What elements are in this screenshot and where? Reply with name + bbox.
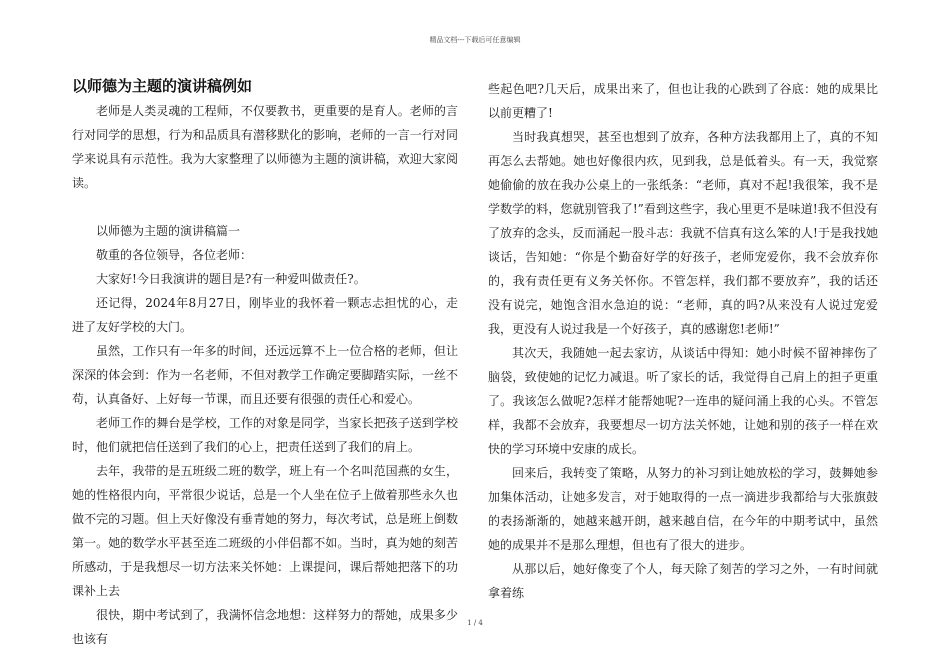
page-header: 精品文档---下载后可任意编辑 (429, 36, 521, 44)
body-paragraph: 回来后，我转变了策略，从努力的补习到让她放松的学习，鼓舞她参加集体活动，让她多发言，对于她取得的一点一滴进步我都给与大张旗鼓的表扬渐渐的，她越来越开朗，越来越自信，在今年的中期考试中，虽然她的成果并不是那么理想，但也有了很大的进步。 (488, 466, 878, 552)
body-paragraph: 从那以后，她好像变了个人，每天除了刻苦的学习之外，一有时间就拿着练 (488, 562, 878, 600)
page-number: 1 / 4 (467, 619, 483, 627)
continued-paragraph: 些起色吧?几天后，成果出来了，但也让我的心跌到了谷底：她的成果比以前更糟了! (488, 82, 878, 120)
body-paragraph: 其次天，我随她一起去家访，从谈话中得知：她小时候不留神摔伤了脑袋，致使她的记忆力减退。听了家长的话，我觉得自己肩上的担子更重了。我该怎么做呢?怎样才能帮她呢?一连串的疑问涌上我的心头。不管怎样，我都不会放弃，我要想尽一切方法关怀她，让她和别的孩子一样在欢快的学习环境中安康的成长。 (488, 346, 878, 456)
salutation: 敬重的各位领导，各位老师： (96, 248, 253, 262)
section-heading: 以师德为主题的演讲稿篇一 (96, 224, 241, 238)
body-paragraph: 老师工作的舞台是学校，工作的对象是同学，当家长把孩子送到学校时，他们就把信任送到了我们的心上，把责任送到了我们的肩上。 (72, 416, 458, 454)
body-paragraph: 去年，我带的是五班级二班的数学，班上有一个名叫范国燕的女生，她的性格很内向，平常很少说话，总是一个人坐在位子上做着那些永久也做不完的习题。但上天好像没有垂青她的努力，每次考试，总是班上倒数第一。她的数学水平甚至连二班级的小伴侣都不如。当时，真为她的刻苦所感动，于是我想尽一切方法来关怀她：上课提问，课后帮她把落下的功课补上去 (72, 464, 458, 598)
body-paragraph: 很快，期中考试到了，我满怀信念地想：这样努力的帮她，成果多少也该有 (72, 608, 458, 646)
body-paragraph: 还记得，2024年8月27日，刚毕业的我怀着一颗志忐担忧的心，走进了友好学校的大门。 (72, 296, 458, 334)
body-paragraph: 虽然，工作只有一年多的时间，还远远算不上一位合格的老师，但让深深的体会到：作为一名老师，不但对教学工作确定要脚踏实际，一丝不苟，认真备好、上好每一节课，而且还要有很强的责任心和爱心。 (72, 344, 458, 406)
document-title: 以师德为主题的演讲稿例如 (72, 77, 253, 95)
left-column (72, 99, 458, 651)
right-column (488, 77, 878, 605)
intro-paragraph: 老师是人类灵魂的工程师，不仅要教书，更重要的是育人。老师的言行对同学的思想，行为和品质具有潜移默化的影响，老师的一言一行对同学来说具有示范性。我为大家整理了以师德为主题的演讲稿，欢迎大家阅读。 (72, 104, 458, 190)
greeting-paragraph: 大家好!今日我演讲的题目是?有一种爱叫做责任?。 (96, 272, 366, 286)
body-paragraph: 当时我真想哭，甚至也想到了放弃，各种方法我都用上了，真的不知再怎么去帮她。她也好像很内疚，见到我，总是低着头。有一天，我觉察她偷偷的放在我办公桌上的一张纸条：“老师，真对不起!我很笨，我不是学数学的料，您就别管我了!”看到这些字，我心里更不是味道!我不但没有了放弃的念头，反而涌起一股斗志：我就不信真有这么笨的人!于是我找她谈话，告知她：“你是个勤奋好学的好孩子，老师宠爱你，我不会放弃你的，我有责任更有义务关怀你。不管怎样，我们都不要放弃”，我的话还没有说完，她饱含泪水急迫的说：“老师，真的吗?从来没有人说过宠爱我，更没有人说过我是一个好孩子，真的感谢您!老师!” (488, 130, 878, 336)
